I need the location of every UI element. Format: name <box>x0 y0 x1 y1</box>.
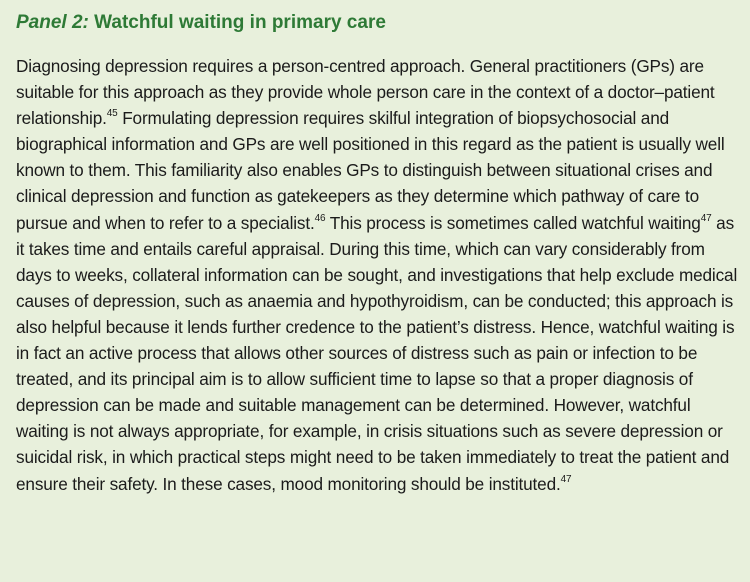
reference-46: 46 <box>314 212 326 224</box>
panel-label: Panel 2: <box>16 12 89 33</box>
body-segment-3: This process is sometimes called watchful waiting <box>325 212 701 233</box>
body-segment-4: as it takes time and entails careful appraisal. During this time, which can vary considerably from days to weeks, collateral information can be sought, and investigations that help exclude medical causes of depression, such as anaemia and hypothyroidism, can be conducted; this approach is also helpful because it lends further credence to the patient’s distress. Hence, watchful waiting is in fact an active process that allows other sources of distress such as pain or infection to be treated, and its principal aim is to allow sufficient time to lapse so that a proper diagnosis of depression can be made and suitable management can be determined. However, watchful waiting is not always appropriate, for example, in crisis situations such as severe depression or suicidal risk, in which practical steps might need to be taken immediately to treat the patient and ensure their safety. In these cases, mood monitoring should be instituted. <box>16 212 738 494</box>
reference-47-b: 47 <box>560 473 572 485</box>
panel-heading-text: Watchful waiting in primary care <box>94 12 386 33</box>
reference-45: 45 <box>106 108 118 120</box>
reference-47-a: 47 <box>700 212 712 224</box>
body-segment-1: Diagnosing depression requires a person-centred approach. General practitioners (GPs) are suitable for this approach as they provide whole person care in the context of a doctor–patient relationship. <box>16 56 715 129</box>
panel-body-text <box>16 53 738 497</box>
panel-title <box>16 9 738 37</box>
body-segment-2: Formulating depression requires skilful integration of biopsychosocial and biographical information and GPs are well positioned in this regard as the patient is usually well known to them. This familiarity also enables GPs to distinguish between situational crises and clinical depression and function as gatekeepers as they determine which pathway of care to pursue and when to refer to a specialist. <box>16 108 725 233</box>
